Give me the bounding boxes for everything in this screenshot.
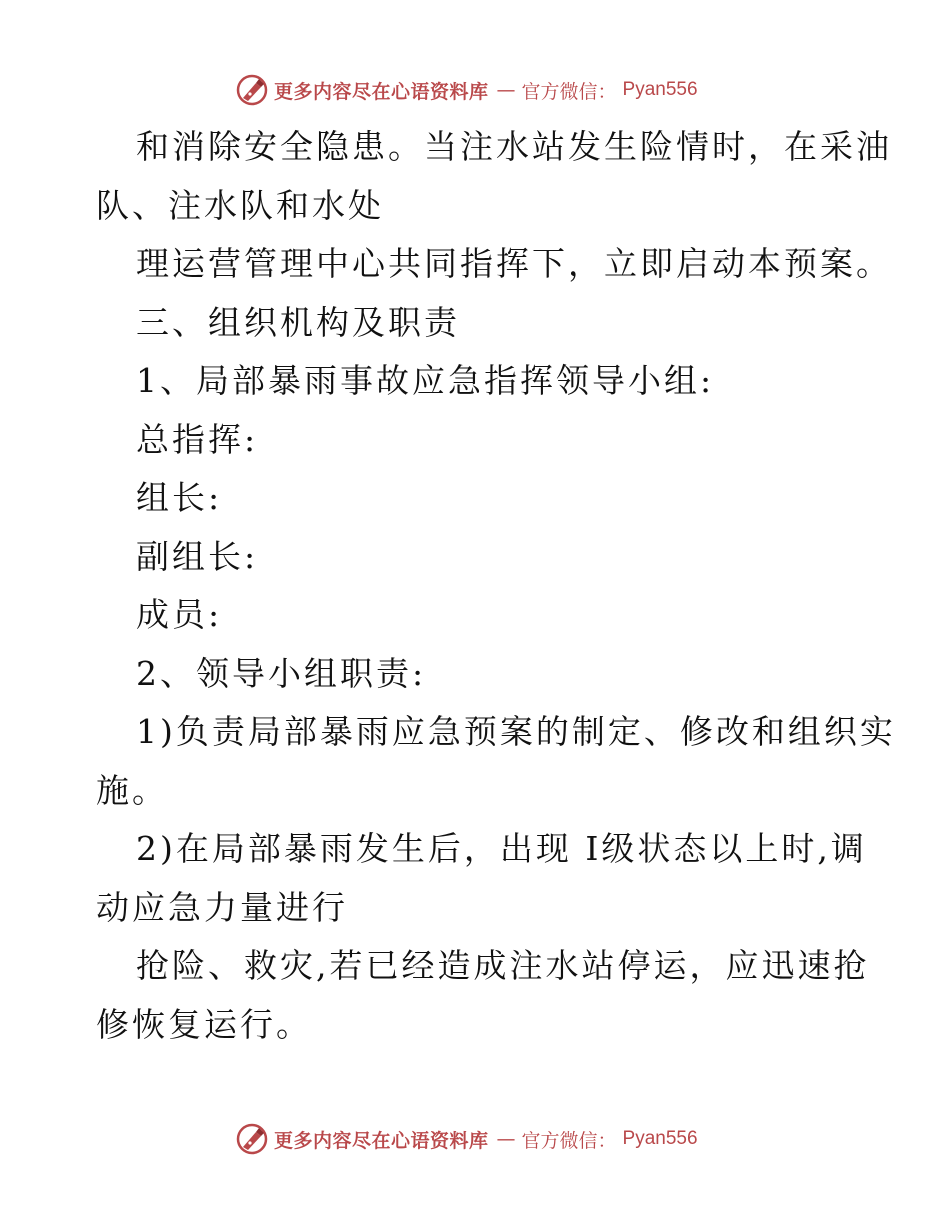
body-line: 队、注水队和水处 — [96, 185, 384, 225]
body-line: 和消除安全隐患。当注水站发生险情时，在采油 — [136, 127, 892, 166]
body-line: 动应急力量进行 — [96, 887, 348, 927]
body-line: 1)负责局部暴雨应急预案的制定、修改和组织实 — [136, 712, 896, 751]
body-line: 施。 — [96, 770, 168, 810]
subsection-heading: 1、局部暴雨事故应急指挥领导小组: — [136, 361, 715, 400]
watermark-site: 更多内容尽在心语资料库 — [274, 80, 489, 103]
watermark-site: 更多内容尽在心语资料库 — [274, 1129, 489, 1152]
section-heading: 三、组织机构及职责 — [136, 302, 460, 342]
body-line: 抢险、救灾,若已经造成注水站停运，应迅速抢 — [136, 946, 870, 985]
body-line: 2)在局部暴雨发生后，出现 I级状态以上时,调 — [136, 829, 867, 868]
field-label-commander: 总指挥: — [136, 419, 259, 459]
body-line: 理运营管理中心共同指挥下，立即启动本预案。 — [136, 244, 892, 283]
watermark-wechat-label: 官方微信： — [521, 80, 617, 103]
field-label-leader: 组长: — [136, 478, 223, 517]
document-body — [96, 118, 896, 1054]
pen-nib-logo-icon — [236, 1123, 268, 1155]
watermark-wechat-id: Pyan556 — [622, 79, 698, 100]
header-watermark — [236, 73, 698, 107]
field-label-members: 成员: — [136, 595, 223, 634]
watermark-wechat-id: Pyan556 — [622, 1128, 698, 1149]
subsection-heading: 2、领导小组职责: — [136, 653, 427, 693]
pen-nib-logo-icon — [236, 74, 268, 106]
watermark-separator: — — [496, 79, 514, 101]
watermark-wechat-label: 官方微信： — [521, 1129, 617, 1152]
footer-watermark — [236, 1122, 698, 1156]
body-line: 修恢复运行。 — [96, 1004, 312, 1044]
field-label-deputy-leader: 副组长: — [136, 536, 259, 576]
watermark-separator: — — [496, 1128, 514, 1150]
